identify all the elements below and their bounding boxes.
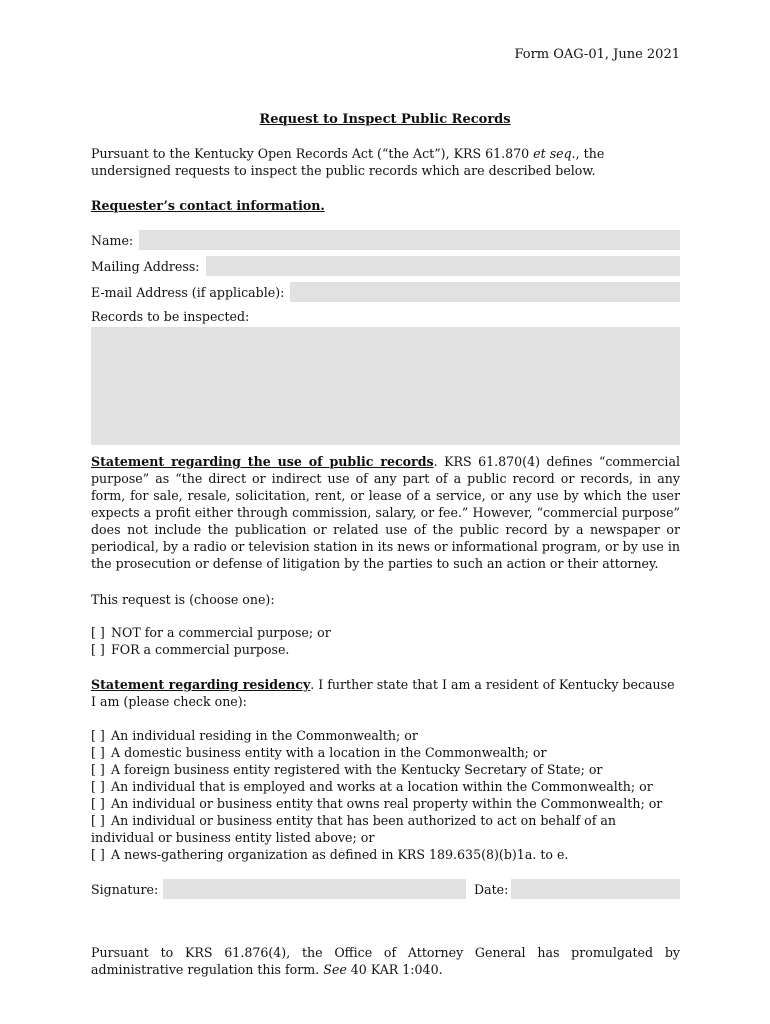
signature-label: Signature: xyxy=(91,882,159,897)
mailing-address-field[interactable] xyxy=(206,256,680,276)
residency-option: [ ] A foreign business entity registered with the Kentucky Secretary of State; or xyxy=(91,762,603,777)
mailing-address-label: Mailing Address: xyxy=(91,258,200,274)
residency-checkbox[interactable]: [ ] xyxy=(91,745,105,760)
residency-options xyxy=(91,727,680,863)
checkbox-commercial[interactable]: [ ] xyxy=(91,642,105,657)
residency-checkbox[interactable]: [ ] xyxy=(91,779,105,794)
purpose-options xyxy=(91,624,680,658)
email-label: E-mail Address (if applicable): xyxy=(91,284,285,300)
use-statement-paragraph: Statement regarding the use of public records. KRS 61.870(4) defines “commercial purpose” as “the direct or indirect use of any part of a public record or records, in any form, for sale, resale, solicitation, rent, or lease of a service, or any use by which the user expects a profit either through commission, salary, or fee.” However, “commercial purpose” does not include the publication or related use of the public record by a newspaper or periodical, by a radio or television station in its news or informational program, or by use in the prosecution or defense of litigation by the parties to such an action or their attorney. xyxy=(91,454,680,571)
name-field[interactable] xyxy=(139,230,680,250)
name-label: Name: xyxy=(91,232,134,248)
page-title: Request to Inspect Public Records xyxy=(259,112,511,127)
form-identifier: Form OAG-01, June 2021 xyxy=(514,47,680,62)
residency-checkbox[interactable]: [ ] xyxy=(91,762,105,777)
mailing-row xyxy=(91,256,680,276)
email-row xyxy=(91,282,680,302)
records-field[interactable] xyxy=(91,327,680,445)
records-label: Records to be inspected: xyxy=(91,309,250,324)
residency-checkbox[interactable]: [ ] xyxy=(91,796,105,811)
residency-checkbox[interactable]: [ ] xyxy=(91,813,105,828)
date-field[interactable] xyxy=(511,879,680,899)
purpose-option-commercial: [ ] FOR a commercial purpose. xyxy=(91,642,290,657)
checkbox-not-commercial[interactable]: [ ] xyxy=(91,625,105,640)
residency-option: [ ] An individual or business entity that has been authorized to act on behalf of an individual or business entity listed above; or xyxy=(91,813,617,845)
date-label: Date: xyxy=(474,882,509,897)
use-statement-heading: Statement regarding the use of public records xyxy=(91,454,434,469)
residency-option: [ ] An individual residing in the Commonwealth; or xyxy=(91,728,418,743)
footer-paragraph: Pursuant to KRS 61.876(4), the Office of Attorney General has promulgated by administrative regulation this form. See 40 KAR 1:040. xyxy=(91,945,680,977)
residency-option: [ ] An individual or business entity that owns real property within the Commonwealth; or xyxy=(91,796,663,811)
signature-field[interactable] xyxy=(163,879,466,899)
residency-option: [ ] A domestic business entity with a location in the Commonwealth; or xyxy=(91,745,547,760)
contact-heading: Requester’s contact information. xyxy=(91,198,325,213)
residency-heading: Statement regarding residency xyxy=(91,677,311,692)
purpose-option-not-commercial: [ ] NOT for a commercial purpose; or xyxy=(91,625,331,640)
residency-paragraph: Statement regarding residency. I further state that I am a resident of Kentucky because I am (please check one): xyxy=(91,677,675,709)
name-row xyxy=(91,230,680,250)
residency-checkbox[interactable]: [ ] xyxy=(91,728,105,743)
residency-option: [ ] A news-gathering organization as defined in KRS 189.635(8)(b)1a. to e. xyxy=(91,847,569,862)
email-field[interactable] xyxy=(290,282,680,302)
intro-paragraph: Pursuant to the Kentucky Open Records Act (“the Act”), KRS 61.870 et seq., the undersigned requests to inspect the public records which are described below. xyxy=(91,146,605,178)
purpose-prompt: This request is (choose one): xyxy=(91,592,275,607)
residency-checkbox[interactable]: [ ] xyxy=(91,847,105,862)
residency-option: [ ] An individual that is employed and works at a location within the Commonwealth; or xyxy=(91,779,653,794)
